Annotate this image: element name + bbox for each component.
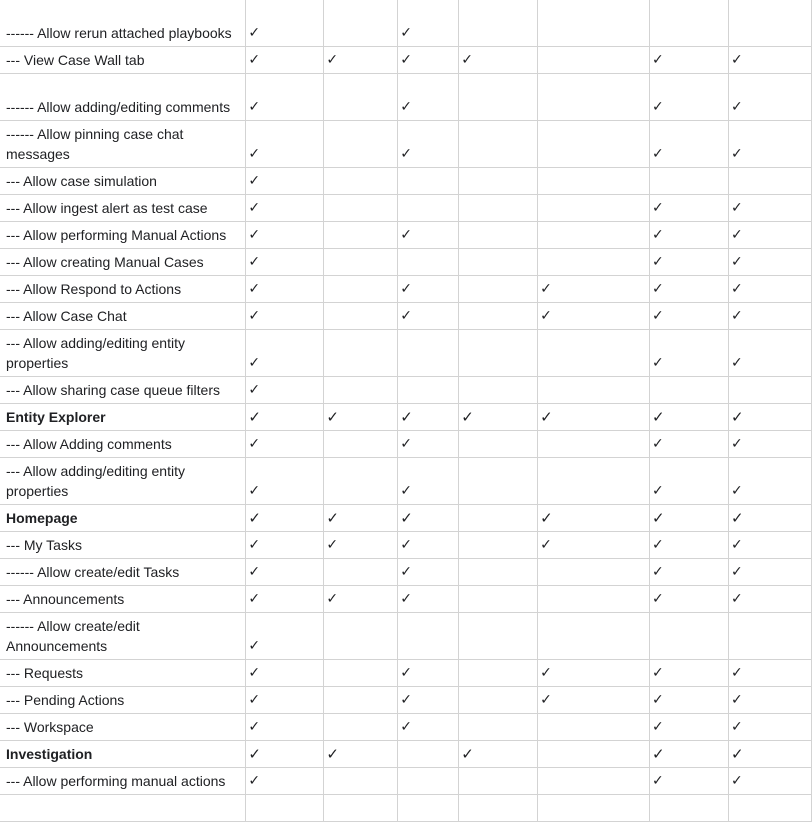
check-mark-icon: ✓	[538, 659, 650, 686]
empty-cell	[538, 794, 650, 821]
permission-label: ------ Allow create/edit Tasks	[0, 558, 246, 585]
check-mark-icon: ✓	[324, 46, 398, 73]
empty-cell	[538, 46, 650, 73]
empty-cell	[538, 558, 650, 585]
empty-cell	[728, 167, 811, 194]
empty-cell	[728, 794, 811, 821]
empty-cell	[728, 0, 811, 46]
empty-cell	[459, 221, 538, 248]
empty-cell	[538, 376, 650, 403]
empty-cell	[398, 767, 459, 794]
permission-row	[0, 0, 812, 46]
check-mark-icon: ✓	[650, 713, 729, 740]
check-mark-icon: ✓	[650, 403, 729, 430]
empty-cell	[650, 794, 729, 821]
permission-row	[0, 713, 812, 740]
check-mark-icon: ✓	[650, 248, 729, 275]
empty-cell	[324, 120, 398, 167]
permission-row	[0, 221, 812, 248]
check-mark-icon: ✓	[538, 403, 650, 430]
check-mark-icon: ✓	[398, 686, 459, 713]
check-mark-icon: ✓	[650, 558, 729, 585]
check-mark-icon: ✓	[246, 531, 324, 558]
check-mark-icon: ✓	[650, 329, 729, 376]
empty-cell	[398, 329, 459, 376]
check-mark-icon: ✓	[728, 275, 811, 302]
check-mark-icon: ✓	[728, 713, 811, 740]
check-mark-icon: ✓	[398, 275, 459, 302]
empty-cell	[324, 430, 398, 457]
check-mark-icon: ✓	[398, 504, 459, 531]
permission-label: Entity Explorer	[0, 403, 246, 430]
permission-row	[0, 302, 812, 329]
check-mark-icon: ✓	[728, 194, 811, 221]
empty-cell	[459, 713, 538, 740]
check-mark-icon: ✓	[398, 0, 459, 46]
check-mark-icon: ✓	[246, 329, 324, 376]
check-mark-icon: ✓	[728, 403, 811, 430]
check-mark-icon: ✓	[728, 73, 811, 120]
check-mark-icon: ✓	[728, 120, 811, 167]
empty-cell	[324, 457, 398, 504]
check-mark-icon: ✓	[246, 504, 324, 531]
check-mark-icon: ✓	[459, 740, 538, 767]
permission-row	[0, 767, 812, 794]
empty-cell	[538, 740, 650, 767]
permission-row	[0, 194, 812, 221]
check-mark-icon: ✓	[246, 376, 324, 403]
empty-cell	[459, 457, 538, 504]
permission-label: --- Requests	[0, 659, 246, 686]
empty-cell	[538, 612, 650, 659]
empty-cell	[324, 0, 398, 46]
check-mark-icon: ✓	[728, 767, 811, 794]
permission-row	[0, 376, 812, 403]
check-mark-icon: ✓	[398, 120, 459, 167]
check-mark-icon: ✓	[246, 686, 324, 713]
empty-cell	[650, 376, 729, 403]
section-row	[0, 403, 812, 430]
permission-label: Homepage	[0, 504, 246, 531]
check-mark-icon: ✓	[650, 457, 729, 504]
permission-row	[0, 248, 812, 275]
permission-label: ------ Allow rerun attached playbooks	[0, 0, 246, 46]
permission-label: --- Allow adding/editing entity properties	[0, 457, 246, 504]
check-mark-icon: ✓	[650, 275, 729, 302]
empty-cell	[324, 794, 398, 821]
empty-cell	[538, 248, 650, 275]
check-mark-icon: ✓	[324, 585, 398, 612]
check-mark-icon: ✓	[728, 302, 811, 329]
check-mark-icon: ✓	[538, 531, 650, 558]
check-mark-icon: ✓	[728, 686, 811, 713]
empty-cell	[459, 248, 538, 275]
empty-cell	[459, 73, 538, 120]
permission-label: --- Allow Case Chat	[0, 302, 246, 329]
check-mark-icon: ✓	[650, 221, 729, 248]
check-mark-icon: ✓	[728, 558, 811, 585]
permission-label: --- Allow performing manual actions	[0, 767, 246, 794]
empty-cell	[459, 376, 538, 403]
permission-label: ------ Allow adding/editing comments	[0, 73, 246, 120]
empty-cell	[459, 430, 538, 457]
check-mark-icon: ✓	[650, 740, 729, 767]
empty-cell	[459, 686, 538, 713]
empty-cell	[324, 713, 398, 740]
permission-label: --- Allow Adding comments	[0, 430, 246, 457]
permission-label	[0, 794, 246, 821]
empty-cell	[324, 612, 398, 659]
empty-cell	[324, 194, 398, 221]
empty-cell	[324, 221, 398, 248]
permission-row	[0, 686, 812, 713]
check-mark-icon: ✓	[459, 403, 538, 430]
check-mark-icon: ✓	[728, 221, 811, 248]
permission-row	[0, 558, 812, 585]
check-mark-icon: ✓	[324, 403, 398, 430]
check-mark-icon: ✓	[650, 585, 729, 612]
check-mark-icon: ✓	[246, 275, 324, 302]
empty-cell	[538, 167, 650, 194]
empty-cell	[728, 612, 811, 659]
check-mark-icon: ✓	[538, 275, 650, 302]
check-mark-icon: ✓	[398, 457, 459, 504]
permission-row	[0, 329, 812, 376]
permission-row	[0, 585, 812, 612]
empty-cell	[459, 767, 538, 794]
empty-cell	[650, 167, 729, 194]
empty-cell	[538, 329, 650, 376]
check-mark-icon: ✓	[246, 659, 324, 686]
permission-label: ------ Allow pinning case chat messages	[0, 120, 246, 167]
empty-cell	[324, 376, 398, 403]
check-mark-icon: ✓	[650, 430, 729, 457]
empty-cell	[538, 0, 650, 46]
check-mark-icon: ✓	[246, 430, 324, 457]
permission-label: --- Allow ingest alert as test case	[0, 194, 246, 221]
check-mark-icon: ✓	[324, 504, 398, 531]
permission-row	[0, 275, 812, 302]
empty-cell	[398, 612, 459, 659]
empty-cell	[398, 248, 459, 275]
empty-cell	[459, 504, 538, 531]
permission-label: --- My Tasks	[0, 531, 246, 558]
empty-cell	[538, 585, 650, 612]
empty-cell	[650, 0, 729, 46]
check-mark-icon: ✓	[728, 740, 811, 767]
permission-label: --- Announcements	[0, 585, 246, 612]
permission-row	[0, 659, 812, 686]
check-mark-icon: ✓	[246, 167, 324, 194]
check-mark-icon: ✓	[398, 46, 459, 73]
check-mark-icon: ✓	[398, 531, 459, 558]
check-mark-icon: ✓	[398, 221, 459, 248]
empty-cell	[324, 302, 398, 329]
check-mark-icon: ✓	[728, 531, 811, 558]
empty-cell	[459, 612, 538, 659]
empty-cell	[324, 659, 398, 686]
empty-cell	[459, 167, 538, 194]
empty-cell	[398, 167, 459, 194]
empty-cell	[459, 302, 538, 329]
empty-cell	[324, 73, 398, 120]
check-mark-icon: ✓	[728, 659, 811, 686]
check-mark-icon: ✓	[728, 430, 811, 457]
check-mark-icon: ✓	[324, 531, 398, 558]
check-mark-icon: ✓	[246, 73, 324, 120]
check-mark-icon: ✓	[246, 120, 324, 167]
permission-label: --- Allow case simulation	[0, 167, 246, 194]
check-mark-icon: ✓	[650, 531, 729, 558]
empty-cell	[538, 430, 650, 457]
empty-cell	[459, 558, 538, 585]
permission-row	[0, 120, 812, 167]
check-mark-icon: ✓	[728, 585, 811, 612]
check-mark-icon: ✓	[246, 248, 324, 275]
check-mark-icon: ✓	[650, 504, 729, 531]
empty-cell	[538, 767, 650, 794]
empty-cell	[538, 120, 650, 167]
empty-cell	[398, 194, 459, 221]
check-mark-icon: ✓	[650, 120, 729, 167]
permission-label: --- Allow performing Manual Actions	[0, 221, 246, 248]
permission-row	[0, 794, 812, 821]
permission-label: --- Allow sharing case queue filters	[0, 376, 246, 403]
permission-row	[0, 612, 812, 659]
permission-label: ------ Allow create/edit Announcements	[0, 612, 246, 659]
section-row	[0, 504, 812, 531]
check-mark-icon: ✓	[246, 767, 324, 794]
check-mark-icon: ✓	[650, 73, 729, 120]
permission-label: --- Pending Actions	[0, 686, 246, 713]
permission-label: --- View Case Wall tab	[0, 46, 246, 73]
check-mark-icon: ✓	[246, 740, 324, 767]
check-mark-icon: ✓	[650, 46, 729, 73]
empty-cell	[398, 794, 459, 821]
check-mark-icon: ✓	[246, 46, 324, 73]
check-mark-icon: ✓	[650, 302, 729, 329]
check-mark-icon: ✓	[246, 457, 324, 504]
check-mark-icon: ✓	[398, 430, 459, 457]
empty-cell	[459, 275, 538, 302]
check-mark-icon: ✓	[538, 504, 650, 531]
permission-label: --- Workspace	[0, 713, 246, 740]
check-mark-icon: ✓	[728, 46, 811, 73]
check-mark-icon: ✓	[246, 403, 324, 430]
check-mark-icon: ✓	[246, 194, 324, 221]
empty-cell	[459, 194, 538, 221]
check-mark-icon: ✓	[650, 767, 729, 794]
empty-cell	[459, 120, 538, 167]
empty-cell	[538, 457, 650, 504]
check-mark-icon: ✓	[538, 686, 650, 713]
empty-cell	[246, 794, 324, 821]
empty-cell	[398, 376, 459, 403]
permission-row	[0, 457, 812, 504]
check-mark-icon: ✓	[246, 302, 324, 329]
check-mark-icon: ✓	[398, 302, 459, 329]
empty-cell	[324, 329, 398, 376]
check-mark-icon: ✓	[246, 612, 324, 659]
check-mark-icon: ✓	[398, 713, 459, 740]
permission-row	[0, 430, 812, 457]
section-row	[0, 740, 812, 767]
check-mark-icon: ✓	[246, 713, 324, 740]
check-mark-icon: ✓	[728, 248, 811, 275]
empty-cell	[324, 248, 398, 275]
check-mark-icon: ✓	[650, 194, 729, 221]
check-mark-icon: ✓	[398, 403, 459, 430]
check-mark-icon: ✓	[728, 504, 811, 531]
empty-cell	[538, 73, 650, 120]
empty-cell	[324, 558, 398, 585]
permission-label: --- Allow adding/editing entity properties	[0, 329, 246, 376]
empty-cell	[459, 0, 538, 46]
empty-cell	[459, 531, 538, 558]
check-mark-icon: ✓	[246, 221, 324, 248]
empty-cell	[324, 275, 398, 302]
empty-cell	[459, 585, 538, 612]
check-mark-icon: ✓	[650, 686, 729, 713]
empty-cell	[324, 767, 398, 794]
check-mark-icon: ✓	[650, 659, 729, 686]
empty-cell	[538, 221, 650, 248]
check-mark-icon: ✓	[728, 457, 811, 504]
check-mark-icon: ✓	[538, 302, 650, 329]
permission-row	[0, 46, 812, 73]
empty-cell	[728, 376, 811, 403]
check-mark-icon: ✓	[398, 73, 459, 120]
empty-cell	[398, 740, 459, 767]
permission-row	[0, 73, 812, 120]
check-mark-icon: ✓	[246, 585, 324, 612]
empty-cell	[459, 329, 538, 376]
check-mark-icon: ✓	[246, 0, 324, 46]
permission-row	[0, 167, 812, 194]
permission-label: --- Allow Respond to Actions	[0, 275, 246, 302]
permission-row	[0, 531, 812, 558]
empty-cell	[459, 659, 538, 686]
empty-cell	[324, 167, 398, 194]
check-mark-icon: ✓	[398, 585, 459, 612]
check-mark-icon: ✓	[459, 46, 538, 73]
empty-cell	[650, 612, 729, 659]
empty-cell	[459, 794, 538, 821]
check-mark-icon: ✓	[728, 329, 811, 376]
check-mark-icon: ✓	[398, 558, 459, 585]
empty-cell	[538, 713, 650, 740]
check-mark-icon: ✓	[398, 659, 459, 686]
empty-cell	[324, 686, 398, 713]
permission-label: Investigation	[0, 740, 246, 767]
check-mark-icon: ✓	[324, 740, 398, 767]
check-mark-icon: ✓	[246, 558, 324, 585]
permission-label: --- Allow creating Manual Cases	[0, 248, 246, 275]
empty-cell	[538, 194, 650, 221]
